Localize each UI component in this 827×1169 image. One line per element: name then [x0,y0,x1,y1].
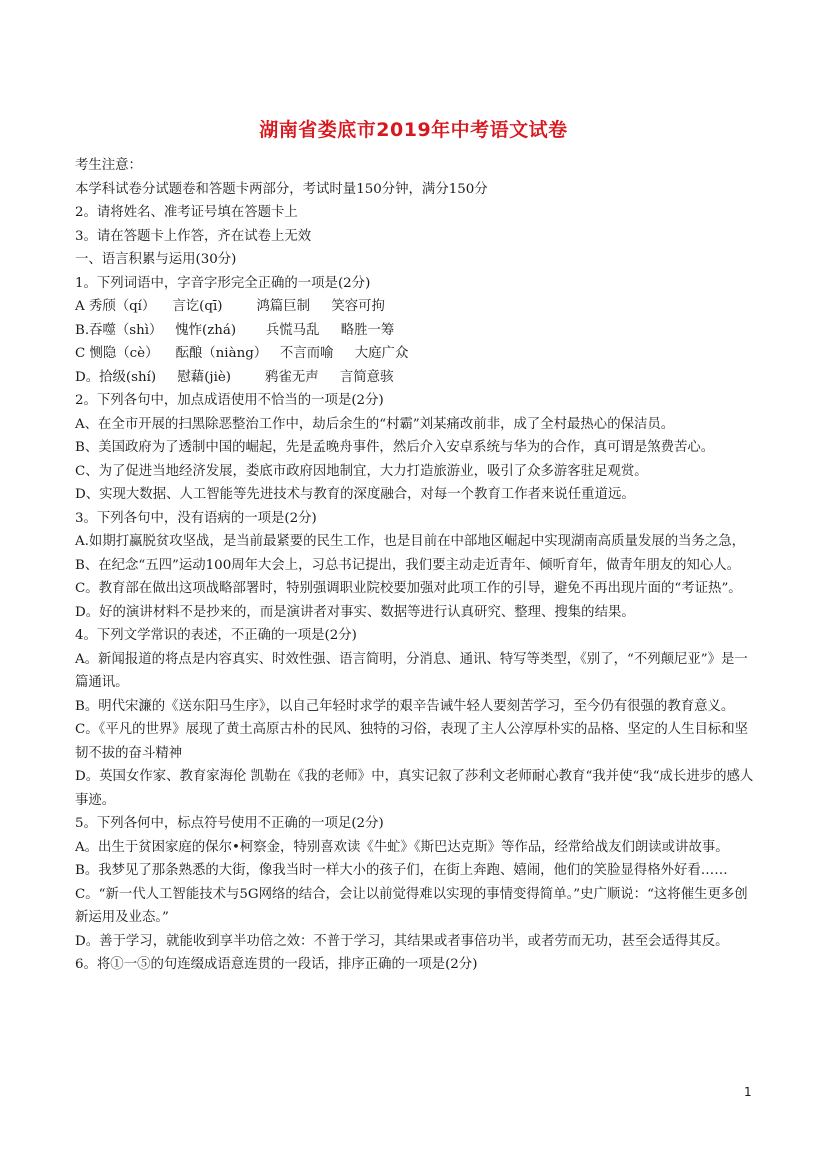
question-3-option-c: C。教育部在做出这项战略部署时，特别强调职业院校要加强对此项工作的引导，避免不再出现片面的“考证热”。 [75,581,742,596]
notice-item: 2。请将姓名、准考证号填在答题卡上 [75,205,298,220]
question-5-option-c: C。“新一代人工智能技术与5G网络的结合，会让以前觉得难以实现的事情变得简单。”史广顺说：“这将催生更多创新运用及业态。” [75,886,748,925]
question-4-option-b: B。明代宋濂的《送东阳马生序》，以自己年轻时求学的艰辛告诫牛轻人要刻苦学习，至今仍有很强的教育意义。 [75,698,735,714]
question-4-option-d: D。英国女作家、教育家海伦 凯勒在《我的老师》中，真实记叙了莎利文老师耐心教育“我并使“我“成长进步的感人事迹。 [75,769,754,808]
notice-heading: 考生注意： [75,158,142,173]
question-1-stem: 1。下列词语中，字音字形完全正确的一项是(2分) [75,275,371,291]
question-6-stem: 6。将①一⑤的句连缀成语意连贯的一段话，排序正确的一项是(2分) [75,957,478,972]
page-number: 1 [744,1085,752,1099]
question-2-option-b: B、美国政府为了透制中国的崛起，先是孟晚舟事件，然后介入安卓系统与华为的合作，真可谓是煞费苦心。 [75,440,715,455]
question-5-stem: 5。下列各何中，标点符号使用不正确的一项足(2分) [75,816,384,831]
question-3-stem: 3。下列各句中，没有语病的一项是(2分) [75,510,317,526]
question-2-option-c: C、为了促进当地经济发展，娄底市政府因地制宜，大力打造旅游业，吸引了众多游客驻足观赏。 [75,463,648,479]
exam-title: 湖南省娄底市2019年中考语文试卷 [259,119,568,141]
notice-item: 本学科试卷分试题卷和答题卡两部分，考试时量150分钟，满分150分 [75,181,488,197]
question-4-option-c: C。《平凡的世界》展现了黄土高原古朴的民风、独特的习俗，表现了主人公淳厚朴实的品格、坚定的人生目标和坚韧不拔的奋斗精神 [75,722,749,761]
question-4-stem: 4。下列文学常识的表述，不正确的一项是(2分) [75,628,357,643]
question-2-option-a: A、在全市开展的扫黑除恶整治工作中，劫后余生的“村霸”刘某痛改前非，成了全村最热心的保洁员。 [75,416,675,432]
question-3-option-a: A.如期打赢脱贫攻坚战，是当前最紧要的民生工作，也是目前在中部地区崛起中实现湖南高质量发展的当务之急， [75,534,746,549]
question-2-stem: 2。下列各句中，加点成语使用不恰当的一项是(2分) [75,393,384,408]
question-1-option-d: D。拾级(shí) 慰藉(jiè) 鸦雀无声 言简意骇 [75,369,394,385]
question-3-option-d: D。好的演讲材料不是抄来的，而是演讲者对事实、数据等进行认真研究、整理、搜集的结果。 [75,604,635,620]
question-3-option-b: B、在纪念“五四”运动100周年大会上，习总书记提出，我们要主动走近青年、倾听育年，做青年朋友的知心人。 [75,557,741,573]
section-heading: 一、语言积累与运用(30分) [75,252,237,267]
question-5-option-a: A。出生于贫困家庭的保尔•柯察金，特别喜欢读《牛虻》《斯巴达克斯》等作品，经常给战友们朗读或讲故事。 [75,839,729,855]
notice-item: 3。请在答题卡上作答，齐在试卷上无效 [75,228,312,244]
question-1-option-b: B.吞噬（shì） 愧怍(zhá) 兵慌马乱 略胜一筹 [75,322,395,338]
question-2-option-d: D、实现大数据、人工智能等先进技术与教育的深度融合，对每一个教育工作者来说任重道远。 [75,487,635,502]
question-4-option-a: A。新闻报道的将点是内容真实、时效性强、语言简明，分消息、通讯、特写等类型，《别了，“不列颠尼亚”》是一篇通讯。 [75,651,748,690]
exam-body [75,154,755,977]
question-1-option-c: C 恻隐（cè） 酝酿（niàng） 不言而喻 大庭广众 [75,346,409,361]
question-1-option-a: A 秀颀（qí） 言讫(qī) 鸿篇巨制 笑容可拘 [75,299,385,314]
question-5-option-b: B。我梦见了那条熟悉的大街，像我当时一样大小的孩子们，在街上奔跑、嬉闹，他们的笑脸显得格外好看…… [75,863,728,878]
question-5-option-d: D。善于学习，就能收到享半功倍之效：不普于学习，其结果或者事倍功半，或者劳而无功，甚至会适得其反。 [75,933,729,949]
